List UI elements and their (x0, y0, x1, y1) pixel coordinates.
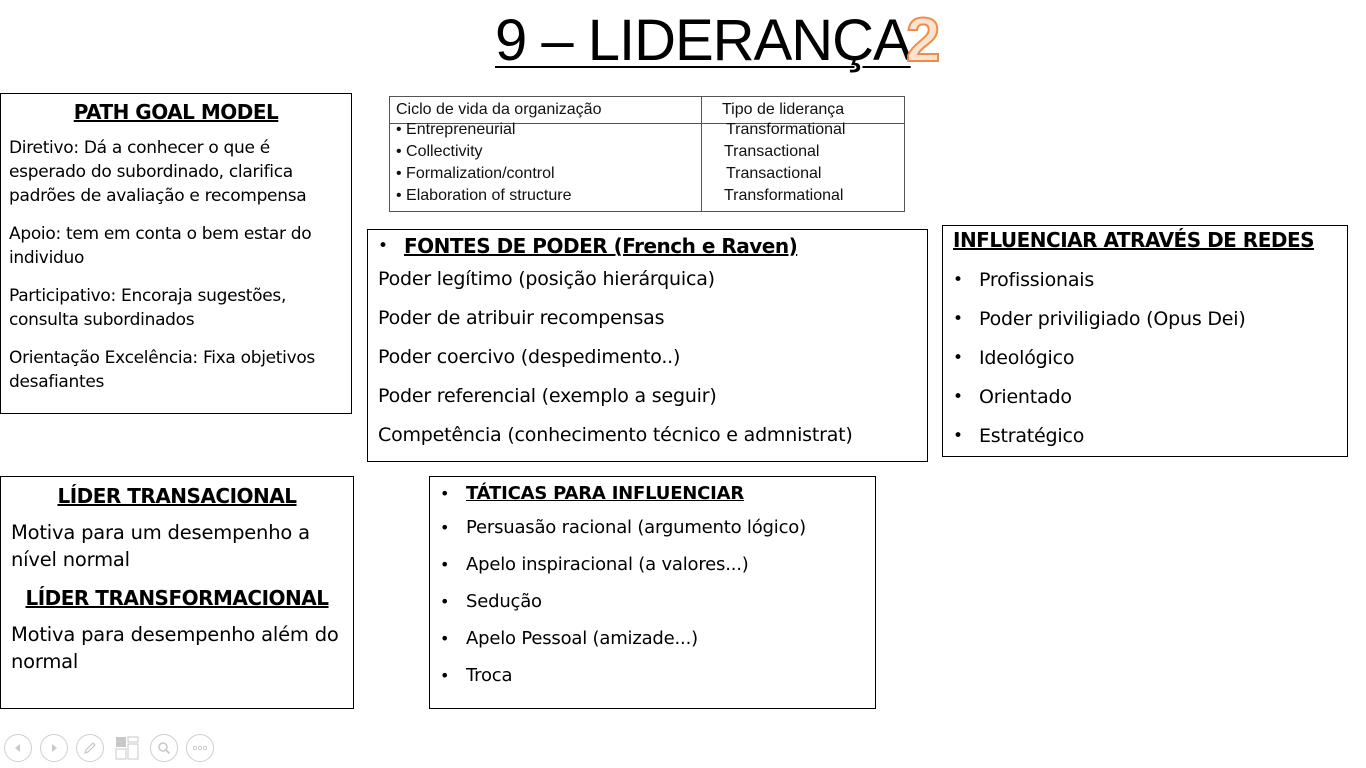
slides-grid-icon (114, 735, 140, 761)
table-cell: • Collectivity (396, 143, 483, 160)
table-cell: • Entrepreneurial (396, 121, 516, 138)
lider-transacional-heading: LÍDER TRANSACIONAL (57, 484, 297, 508)
bullet: • (440, 592, 450, 611)
table-row (390, 143, 904, 165)
fontes-item: Poder coercivo (despedimento..) (378, 346, 681, 368)
path-goal-item: Diretivo: Dá a conhecer o que é esperado do subordinado, clarifica padrões de avaliação e recompensa (9, 138, 307, 206)
table-header-cell: Tipo de liderança (722, 101, 845, 118)
list-item (440, 546, 865, 583)
see-all-slides-button[interactable] (112, 734, 142, 762)
fontes-item: Poder de atribuir recompensas (378, 307, 665, 329)
lider-transacional-text: Motiva para um desempenho a nível normal (11, 521, 310, 571)
bullet: • (440, 629, 450, 648)
table-cell: Transformational (726, 121, 846, 138)
fontes-de-poder-box (367, 229, 928, 462)
list-item (953, 300, 1337, 339)
list-item (440, 620, 865, 657)
table-row (390, 121, 904, 143)
slide-title-number: 2 (906, 6, 941, 75)
fontes-item: Poder referencial (exemplo a seguir) (378, 385, 717, 407)
taticas-item: Persuasão racional (argumento lógico) (466, 517, 806, 538)
path-goal-box (0, 93, 352, 414)
fontes-heading: FONTES DE PODER (French e Raven) (404, 234, 798, 258)
redes-item: Ideológico (979, 347, 1075, 369)
taticas-box (429, 476, 876, 709)
zoom-button[interactable] (150, 734, 178, 762)
table-cell: Transformational (724, 187, 844, 204)
fontes-heading-row (378, 232, 917, 260)
lider-transformacional-heading: LÍDER TRANSFORMACIONAL (25, 586, 329, 610)
table-cell: • Formalization/control (396, 165, 555, 182)
path-goal-heading: PATH GOAL MODEL (73, 100, 279, 124)
table-cell: • Elaboration of structure (396, 187, 572, 204)
fontes-item: Poder legítimo (posição hierárquica) (378, 268, 715, 290)
taticas-item: Apelo inspiracional (a valores...) (466, 554, 749, 575)
table-header-cell: Ciclo de vida da organização (396, 101, 602, 118)
previous-slide-button[interactable] (4, 734, 32, 762)
arrow-right-icon (48, 742, 60, 754)
bullet: • (953, 270, 963, 290)
pen-tool-button[interactable] (76, 734, 104, 762)
list-item (953, 339, 1337, 378)
bullet: • (953, 309, 963, 329)
list-item (953, 261, 1337, 300)
next-slide-button[interactable] (40, 734, 68, 762)
table-row (390, 187, 904, 209)
bullet: • (440, 518, 450, 537)
table-cell: Transactional (726, 165, 822, 182)
bullet: • (440, 555, 450, 574)
lider-box (0, 476, 354, 709)
life-cycle-table (389, 96, 905, 212)
fontes-item: Competência (conhecimento técnico e admnistrat) (378, 424, 853, 446)
table-cell: Transactional (724, 143, 820, 160)
pen-icon (83, 741, 97, 755)
bullet: • (440, 666, 450, 685)
slide-title: 9 – LIDERANÇA (495, 8, 911, 73)
taticas-item: Sedução (466, 591, 542, 612)
path-goal-item: Apoio: tem em conta o bem estar do individuo (9, 224, 312, 268)
redes-item: Profissionais (979, 269, 1095, 291)
taticas-heading: TÁTICAS PARA INFLUENCIAR (466, 483, 745, 504)
bullet: • (953, 387, 963, 407)
bullet: • (953, 426, 963, 446)
slideshow-controls (4, 734, 214, 762)
bullet: • (378, 236, 389, 256)
redes-item: Poder priviligiado (Opus Dei) (979, 308, 1246, 330)
list-item (440, 583, 865, 620)
lider-transformacional-text: Motiva para desempenho além do normal (11, 623, 339, 673)
bullet: • (953, 348, 963, 368)
table-row (390, 165, 904, 187)
arrow-left-icon (12, 742, 24, 754)
redes-item: Estratégico (979, 425, 1085, 447)
list-item (953, 378, 1337, 417)
list-item (953, 417, 1337, 456)
path-goal-item: Participativo: Encoraja sugestões, consulta subordinados (9, 286, 287, 330)
table-header-row (390, 97, 904, 124)
list-item (440, 509, 865, 546)
taticas-heading-row (440, 479, 865, 509)
bullet: • (440, 484, 450, 503)
redes-heading: INFLUENCIAR ATRAVÉS DE REDES (953, 228, 1315, 252)
magnifier-icon (157, 741, 171, 755)
taticas-item: Apelo Pessoal (amizade...) (466, 628, 698, 649)
redes-box (942, 225, 1348, 457)
list-item (440, 657, 865, 694)
path-goal-item: Orientação Excelência: Fixa objetivos desafiantes (9, 348, 315, 392)
more-options-button[interactable] (186, 734, 214, 762)
more-dots-icon (192, 745, 208, 751)
taticas-item: Troca (466, 665, 513, 686)
slide-title-area (0, 4, 1366, 84)
redes-item: Orientado (979, 386, 1072, 408)
